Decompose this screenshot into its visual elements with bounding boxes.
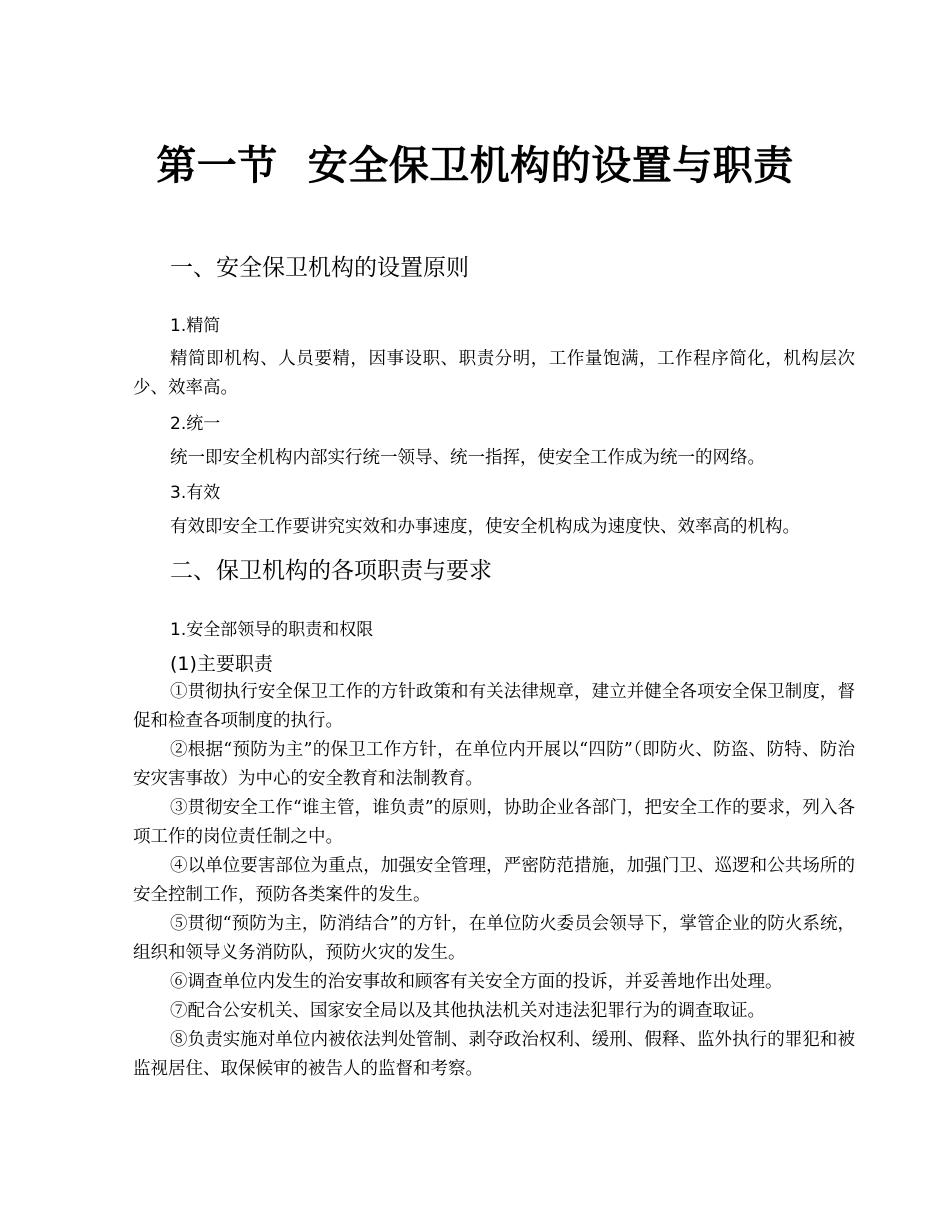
title-main: 安全保卫机构的设置与职责 (307, 143, 794, 189)
item3-text: 有效即安全工作要讲究实效和办事速度，使安全机构成为速度快、效率高的机构。 (170, 517, 800, 537)
duty-item-2: ②根据“预防为主”的保卫工作方针，在单位内开展以“四防”（即防火、防盗、防特、防治安灾害事故）为中心的安全教育和法制教育。 (133, 740, 855, 789)
duty-item-7: ⑦配合公安机关、国家安全局以及其他执法机关对违法犯罪行为的调查取证。 (170, 1001, 765, 1021)
duties-heading: (1)主要职责 (170, 653, 273, 675)
item2-text: 统一即安全机构内部实行统一领导、统一指挥，使安全工作成为统一的网络。 (170, 448, 765, 468)
section2-subheading: 1.安全部领导的职责和权限 (170, 620, 374, 640)
duty-item-4: ④以单位要害部位为重点，加强安全管理，严密防范措施，加强门卫、巡逻和公共场所的安全控制工作，预防各类案件的发生。 (133, 856, 855, 905)
item1-text: 精简即机构、人员要精，因事设职、职责分明，工作量饱满，工作程序简化，机构层次少、效率高。 (133, 349, 855, 398)
duty-item-8: ⑧负责实施对单位内被依法判处管制、剥夺政治权利、缓刑、假释、监外执行的罪犯和被监视居住、取保候审的被告人的监督和考察。 (133, 1030, 855, 1079)
section1-heading: 一、安全保卫机构的设置原则 (170, 255, 469, 281)
item3-heading: 3.有效 (170, 483, 221, 503)
duty-item-6: ⑥调查单位内发生的治安事故和顾客有关安全方面的投诉，并妥善地作出处理。 (170, 972, 783, 992)
duty-item-5: ⑤贯彻“预防为主，防消结合”的方针，在单位防火委员会领导下，掌管企业的防火系统，组织和领导义务消防队，预防火灾的发生。 (133, 914, 855, 963)
duty-item-1: ①贯彻执行安全保卫工作的方针政策和有关法律规章，建立并健全各项安全保卫制度，督促和检查各项制度的执行。 (133, 682, 855, 731)
item2-heading: 2.统一 (170, 414, 221, 434)
duty-item-3: ③贯彻安全工作“谁主管，谁负责”的原则，协助企业各部门，把安全工作的要求，列入各项工作的岗位责任制之中。 (133, 798, 855, 847)
item1-heading: 1.精简 (170, 316, 221, 336)
section2-heading: 二、保卫机构的各项职责与要求 (170, 558, 492, 584)
page-title (0, 138, 950, 194)
title-prefix: 第一节 (156, 143, 278, 189)
